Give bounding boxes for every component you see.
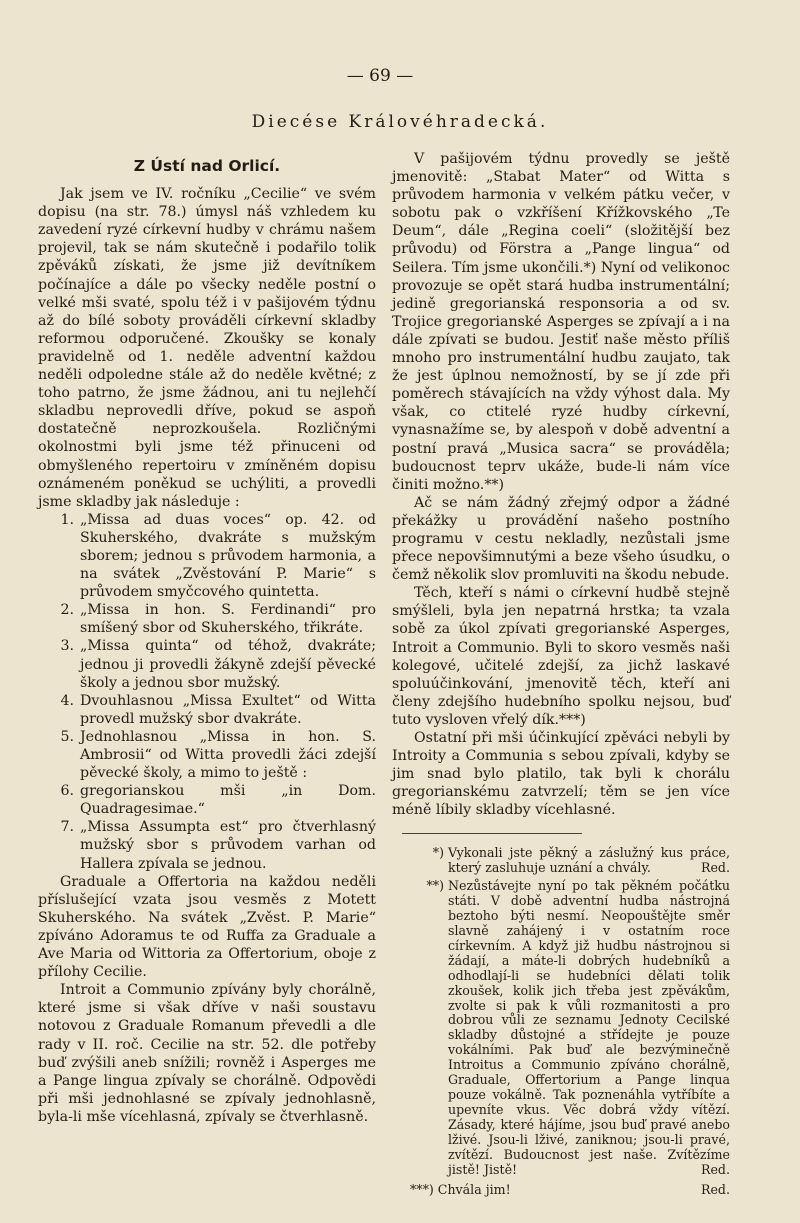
list-item-text: „Missa in hon. S. Ferdinandi“ pro smíšený sbor od Skuherského, třikráte. <box>80 602 376 637</box>
list-item-number: 2. <box>60 602 74 619</box>
paragraph: V pašijovém týdnu provedly se ještě jmenovitě: „Stabat Mater“ od Witta s průvodem harmonia v velkém pátku večer, v sobotu pak o vzkříšení Křížkovského „Te Deum“, dále „Regina coeli“ (složitější bez průvodu) od Förstra a „Pange lingua“ od Seilera. Tím jsme ukončili.*) Nyní od velikonoc provozuje se opět stará hudba instrumentální; jedině gregorianská responsoria a od sv. Trojice gregorianské Asperges se zpívají a i na dále zpívati se budou. Jestiť naše město příliš mnoho pro instrumentální hudbu zaujato, tak že jest úplnou nemožností, by se jí zde při poměrech stávajících na vždy výhost dala. My však, co ctitelé ryzé hudby církevní, vynasnažíme se, by alespoň v době adventní a postní pravá „Musica sacra“ se prováděla; budoucnost teprv ukáže, bude-li nám více činiti možno.**) <box>392 151 730 493</box>
footnote-mark: *) <box>432 845 444 861</box>
paragraph: Jak jsem ve IV. ročníku „Cecilie“ ve svém dopisu (na str. 78.) úmysl náš vzhledem ku zavedení ryzé církevní hudby v chrámu našem projevil, tak se nám skutečně i podařilo tolik zpěváků získati, že jsme již devítníkem počínajíce a dále po všecky neděle postní o velké mši svaté, spolu též i v pašijovém týdnu až do bílé soboty prováděli církevní skladby reformou odporučené. Zkoušky se konaly pravidelně od 1. neděle adventní každou neděli odpoledne stále až do neděle květné; z toho patrno, že jsme žádnou, ani tu nejlehčí skladbu neprovedli dříve, pokud se aspoň dostatečně neprozkoušela. Rozličnými okolnostmi byli jsme též přinuceni od obmyšleného repertoiru v zmíněném dopisu oznámeném poněkud se uchýliti, a provedli jsme skladby jak následuje : <box>38 186 376 510</box>
list-item-number: 6. <box>60 783 74 800</box>
list-item-number: 1. <box>60 511 74 528</box>
list-item-number: 4. <box>60 692 74 709</box>
footnote-mark: **) <box>426 878 444 894</box>
list-item-number: 3. <box>60 638 74 655</box>
left-closing <box>38 873 376 1126</box>
footnote-signature: Red. <box>700 1161 730 1177</box>
list-item <box>38 692 376 728</box>
paragraph: Těch, kteří s námi o církevní hudbě stejně smýšleli, byla jen nepatrná hrstka; ta vzala sobě za úkol zpívati gregorianské Asperges, Introit a Communio. Byli to skoro vesměs naši kolegové, učitelé zdejší, za jichž laskavé spoluúčinkování, jmenovitě těch, kteří ani členy zdejšího hudebního spolku nejsou, buď tuto vysloven vřelý dík.***) <box>392 585 730 728</box>
list-item <box>38 818 376 872</box>
article-subheading: Z Ústí nad Orlicí. <box>133 157 281 175</box>
footnote-signature: Red. <box>700 1182 730 1198</box>
right-paragraphs <box>392 150 730 819</box>
list-item-number: 5. <box>60 728 74 745</box>
footnote <box>392 879 730 1177</box>
list-item-text: gregorianskou mši „in Dom. Quadragesimae.“ <box>80 783 376 818</box>
list-item <box>38 511 376 601</box>
footnote-signature: Red. <box>700 860 730 876</box>
section-title: Diecése Královéhradecká. <box>251 112 549 132</box>
left-intro <box>38 185 376 511</box>
list-item-text: Dvouhlasnou „Missa Exultet“ od Witta provedl mužský sbor dvakráte. <box>80 692 376 727</box>
list-item-text: „Missa quinta“ od téhož, dvakráte; jednou ji provedli žákyně zdejší pěvecké školy a jednou sbor mužský. <box>80 638 376 691</box>
list-item <box>38 601 376 637</box>
left-column <box>38 150 376 1126</box>
footnotes <box>392 846 730 1198</box>
footnote <box>392 1183 730 1198</box>
footnote-text: Vykonali jste pěkný a záslužný kus práce, který zasluhuje uznání a chvály. Red. <box>448 845 730 876</box>
list-item <box>38 782 376 818</box>
list-item <box>38 637 376 691</box>
paragraph: Introit a Communio zpívány byly chorálně, které jsme si však dříve v naši soustavu notovou z Graduale Romanum převedli a dle rady v II. roč. Cecilie na str. 52. dle potřeby buď zvýšili aneb snížili; rovněž i Asperges me a Pange lingua zpívaly se chorálně. Odpovědi při mši jednohlasné se zpívaly jednohlasně, byla-li mše vícehlasná, zpívaly se čtverhlasně. <box>38 982 376 1125</box>
page-number: — 69 — <box>346 66 414 86</box>
footnote <box>392 846 730 876</box>
footnote-rule <box>402 833 582 834</box>
footnote-text: ***) Chvála jim! <box>410 1182 511 1198</box>
list-item-text: „Missa Assumpta est“ pro čtverhlasný mužský sbor s průvodem varhan od Hallera zpívala se jednou. <box>80 819 376 872</box>
right-column <box>392 150 730 1198</box>
repertoire-list <box>38 511 376 873</box>
list-item-text: Jednohlasnou „Missa in hon. S. Ambrosii“ od Witta provedli žáci zdejší pěvecké školy, a mimo to ještě : <box>80 728 376 782</box>
list-item-text: „Missa ad duas voces“ op. 42. od Skuherského, dvakráte s mužským sborem; jednou s průvodem harmonia, a na svátek „Zvěstování P. Marie“ s průvodem smyčcového quintetta. <box>80 511 376 601</box>
list-item <box>38 728 376 782</box>
paragraph: Ač se nám žádný zřejmý odpor a žádné překážky u provádění našeho postního programu v cestu nekladly, nezůstali jsme přece nepovšimnutými a beze všeho úsudku, o čemž několik slov promluviti na škodu nebude. <box>392 494 730 584</box>
paragraph: Ostatní při mši účinkující zpěváci nebyli by Introity a Communia s sebou zpívali, kdyby se jim snad bylo platilo, tak byli k chorálu gregorianskému zatvrzelí; těm se jen více méně líbily skladby vícehlasné. <box>392 730 730 819</box>
footnote-text: Nezůstávejte nyní po tak pěkném počátku státi. V době adventní hudba nástrojná beztoho býti nesmí. Neopouštějte směr slavně zahájený i v ostatním roce církevním. A když již hudbu nástrojnou si žádají, a máte-li dobrých hudebníků a odhodlají-li se hudebníci dělati tolik zkoušek, kolik jich třeba jest zpěvákům, zvolte si pak k vůli rozmanitosti a pro dobrou vůli ze seznamu Jednoty Cecilské skladby důstojné a střídejte je pouze vokálními. Pak buď ale bezvýminečně Introitus a Communio zpíváno chorálně, Graduale, Offertorium a Pange linqua pouze vokálně. Tak poznenáhla vytříbíte a upevníte vkus. Věc dobrá vždy vítězí. Zásady, které hájíme, jsou buď pravé anebo lživé. Jsou-li lživé, zaniknou; jsou-li pravé, zvítězí. Budoucnost jest naše. Zvítězíme jistě! Jistě! Red. <box>448 878 730 1177</box>
paragraph: Graduale a Offertoria na každou neděli příslušející vzata jsou vesměs z Motett Skuherského. Na svátek „Zvěst. P. Marie“ zpíváno Adoramus te od Ruffa za Graduale a Ave Maria od Wittoria za Offertorium, oboje z přílohy Cecilie. <box>38 873 376 981</box>
list-item-number: 7. <box>60 819 74 836</box>
